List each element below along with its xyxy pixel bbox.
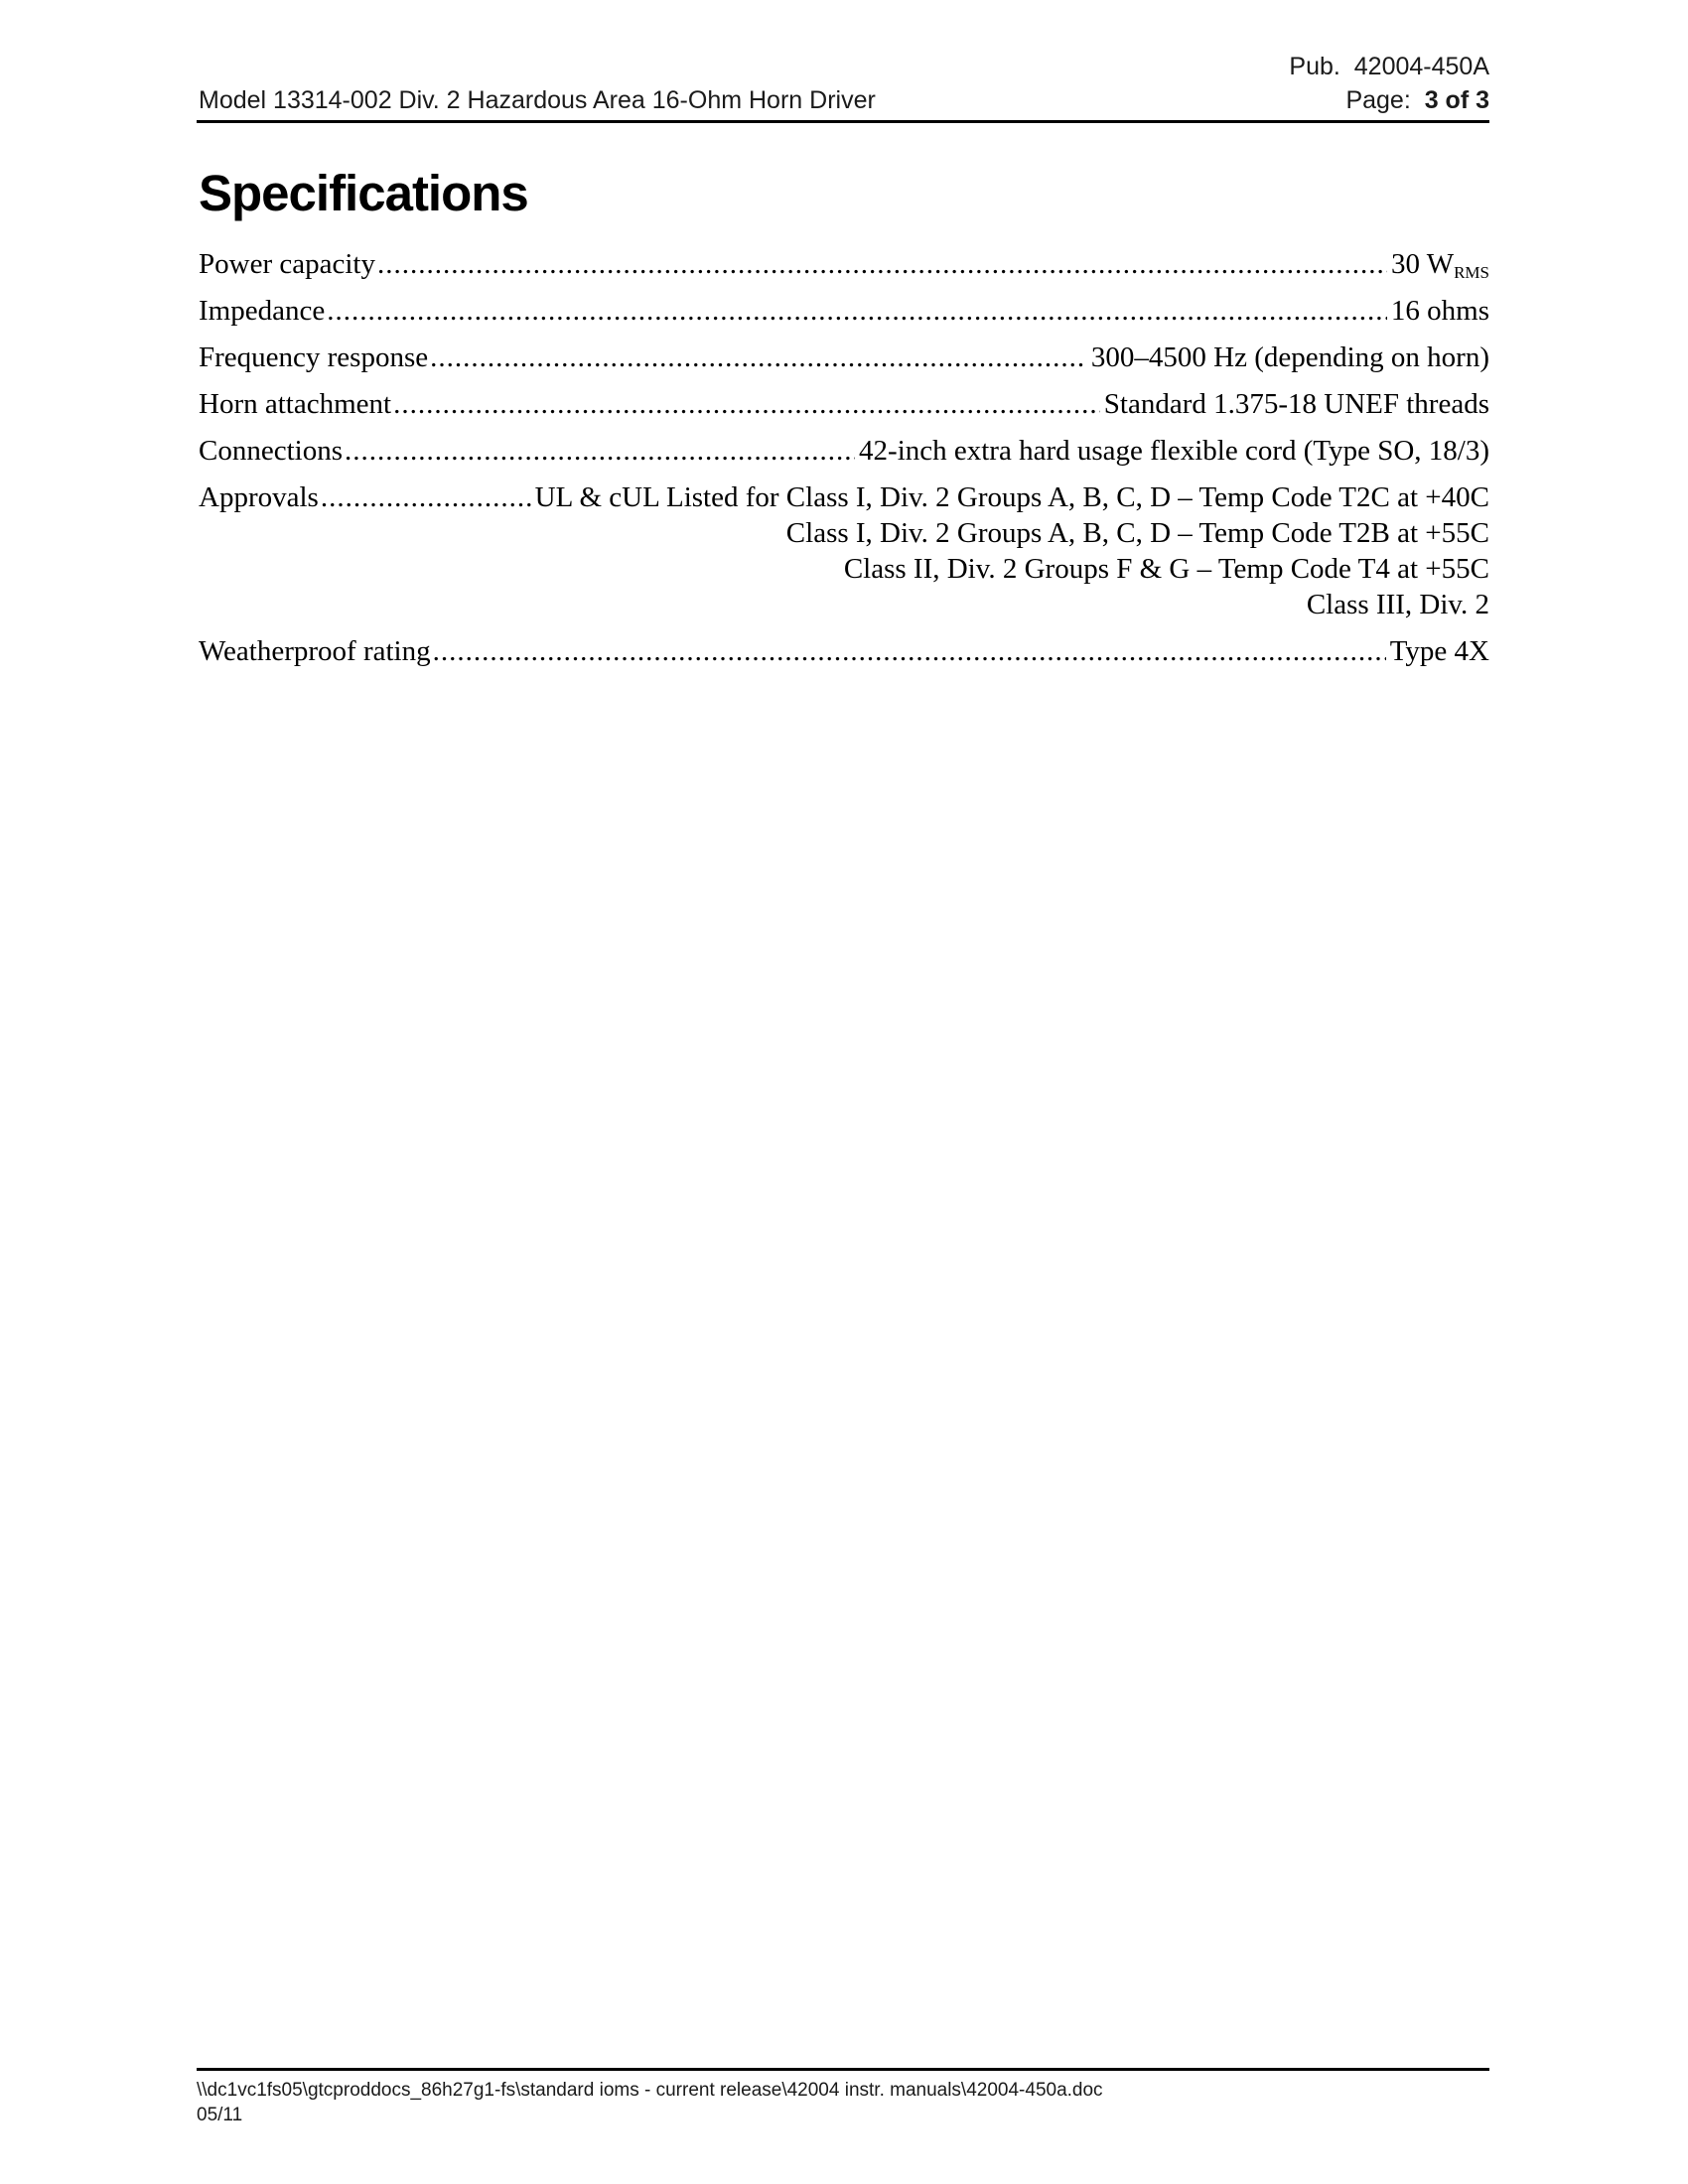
header-rule <box>197 120 1489 123</box>
dot-leader <box>430 340 1087 375</box>
pub-number: 42004-450A <box>1353 53 1489 80</box>
spec-row-approvals <box>199 479 1489 515</box>
spec-value: Type 4X <box>1389 635 1489 667</box>
spec-label: Approvals <box>199 481 319 513</box>
spec-value: Standard 1.375-18 UNEF threads <box>1103 388 1489 420</box>
spec-label: Impedance <box>199 295 326 327</box>
spec-value: 16 ohms <box>1390 295 1489 327</box>
pub-label: Pub. <box>1289 53 1340 80</box>
footer-file-path: \\dc1vc1fs05\gtcproddocs_86h27g1-fs\standard ioms - current release\42004 instr. manuals\42004-450a.doc <box>197 2080 1103 2101</box>
specifications-list <box>199 246 1489 680</box>
dot-leader <box>345 433 855 469</box>
dot-leader <box>393 386 1100 422</box>
spec-label: Connections <box>199 435 343 467</box>
dot-leader <box>321 479 531 515</box>
page-number: 3 of 3 <box>1424 86 1489 114</box>
dot-leader <box>327 293 1387 329</box>
rms-subscript: RMS <box>1454 263 1489 282</box>
approval-line: Class I, Div. 2 Groups A, B, C, D – Temp Code T2B at +55C <box>785 517 1489 549</box>
header-publication-info <box>1289 50 1489 117</box>
spec-label: Power capacity <box>199 248 375 280</box>
spec-label: Weatherproof rating <box>199 635 431 667</box>
spec-row-horn-attachment <box>199 386 1489 422</box>
spec-value <box>1391 246 1489 282</box>
page-title: Specifications <box>199 165 528 221</box>
spec-label: Frequency response <box>199 341 429 373</box>
pub-line <box>1289 50 1489 83</box>
page-line <box>1289 83 1489 117</box>
spec-row-weatherproof-rating <box>199 633 1489 669</box>
footer-rule <box>197 2068 1489 2071</box>
model-title: Model 13314-002 Div. 2 Hazardous Area 16-Ohm Horn Driver <box>199 86 876 114</box>
page-footer <box>197 2078 1103 2127</box>
spec-row-connections <box>199 433 1489 469</box>
approval-line: Class III, Div. 2 <box>1306 589 1489 620</box>
page-label: Page: <box>1345 86 1411 114</box>
spec-row-frequency-response <box>199 340 1489 375</box>
spec-label: Horn attachment <box>199 388 392 420</box>
spec-row-impedance <box>199 293 1489 329</box>
dot-leader <box>433 633 1386 669</box>
dot-leader <box>377 246 1387 282</box>
approvals-continued <box>199 515 1489 622</box>
power-value: 30 W <box>1390 248 1455 280</box>
spec-row-power-capacity <box>199 246 1489 282</box>
approval-line: Class II, Div. 2 Groups F & G – Temp Code T4 at +55C <box>843 553 1489 585</box>
footer-date: 05/11 <box>197 2105 243 2125</box>
spec-value: 42-inch extra hard usage flexible cord (Type SO, 18/3) <box>859 435 1489 467</box>
spec-value: UL & cUL Listed for Class I, Div. 2 Groups A, B, C, D – Temp Code T2C at +40C <box>534 481 1489 513</box>
spec-value: 300–4500 Hz (depending on horn) <box>1090 341 1489 373</box>
